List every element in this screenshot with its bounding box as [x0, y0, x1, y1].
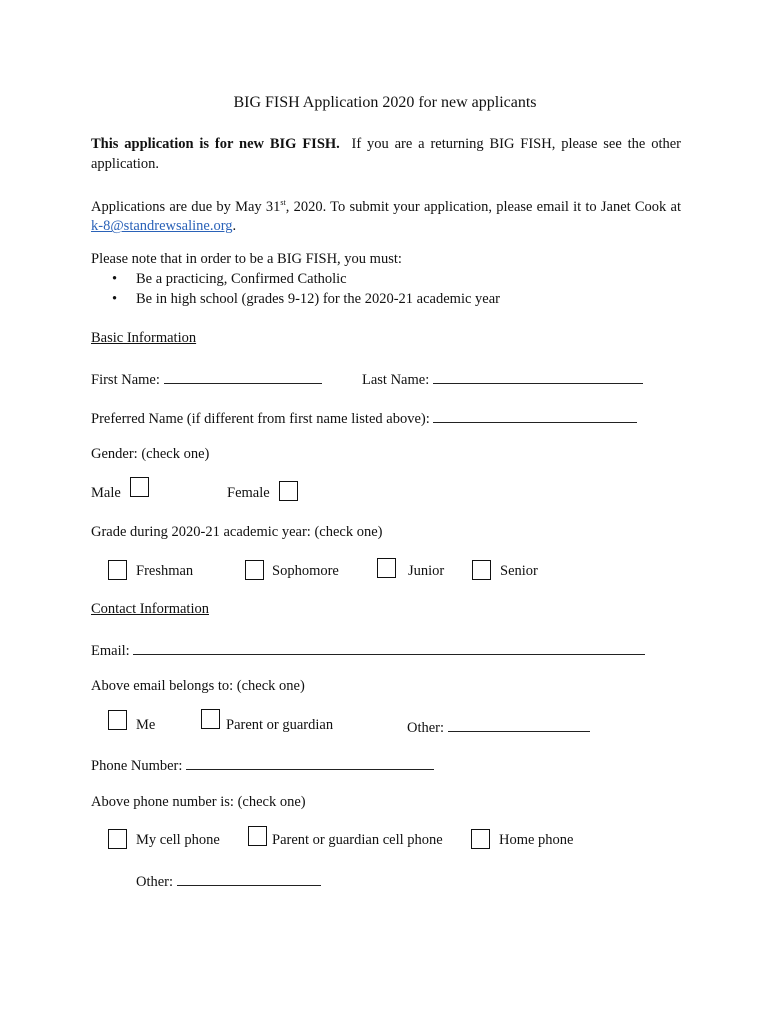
phone-home-label: Home phone	[499, 832, 574, 848]
preferred-name-field[interactable]	[433, 408, 637, 423]
phone-field[interactable]	[186, 755, 434, 770]
intro-bold: This application is for new BIG FISH.	[91, 136, 340, 152]
contact-info-heading: Contact Information	[91, 601, 209, 617]
grade-senior-checkbox[interactable]	[472, 560, 491, 580]
email-me-checkbox[interactable]	[108, 710, 127, 730]
last-name-field[interactable]	[433, 369, 643, 384]
due-paragraph	[91, 193, 681, 237]
first-name-label: First Name:	[91, 372, 160, 388]
last-name-row	[362, 369, 643, 389]
basic-info-heading: Basic Information	[91, 330, 197, 346]
gender-label: Gender: (check one)	[91, 446, 210, 462]
requirements-heading: Please note that in order to be a BIG FISH, you must:	[91, 251, 402, 267]
grade-label: Grade during 2020-21 academic year: (check one)	[91, 524, 383, 540]
bullet-icon: •	[112, 271, 118, 287]
grade-sophomore-label: Sophomore	[272, 563, 339, 579]
gender-female-label: Female	[227, 485, 270, 501]
grade-junior-label: Junior	[408, 563, 445, 579]
phone-home-checkbox[interactable]	[471, 829, 490, 849]
phone-label: Phone Number:	[91, 758, 183, 774]
email-field[interactable]	[133, 640, 645, 655]
first-name-field[interactable]	[164, 369, 322, 384]
gender-male-checkbox[interactable]	[130, 477, 149, 497]
preferred-name-row	[91, 408, 637, 428]
gender-female-checkbox[interactable]	[279, 481, 298, 501]
email-other-field[interactable]	[448, 717, 590, 732]
grade-senior-label: Senior	[500, 563, 538, 579]
email-belongs-label: Above email belongs to: (check one)	[91, 678, 305, 694]
email-parent-checkbox[interactable]	[201, 709, 220, 729]
phone-row	[91, 755, 434, 775]
due-text-end: .	[232, 218, 237, 235]
requirement-item: • Be in high school (grades 9-12) for the 2020-21 academic year	[112, 291, 500, 307]
due-text-start: Applications are due by May 31	[91, 198, 281, 215]
intro-rest: If you are a returning BIG FISH, please see the other application.	[91, 136, 682, 172]
email-me-label: Me	[136, 717, 156, 733]
preferred-name-label: Preferred Name (if different from first name listed above):	[91, 411, 430, 427]
form-title: BIG FISH Application 2020 for new applicants	[233, 94, 537, 111]
intro-paragraph	[91, 135, 681, 174]
requirement-item: • Be a practicing, Confirmed Catholic	[112, 271, 347, 287]
due-sup: st	[280, 198, 286, 207]
gender-male-label: Male	[91, 485, 121, 501]
phone-other-field[interactable]	[177, 871, 321, 886]
bullet-icon: •	[112, 291, 118, 307]
email-row	[91, 640, 645, 660]
phone-other-row	[136, 871, 321, 891]
email-other-row	[407, 717, 590, 737]
phone-parent-checkbox[interactable]	[248, 826, 267, 846]
grade-junior-checkbox[interactable]	[377, 558, 396, 578]
email-label: Email:	[91, 643, 130, 659]
email-link[interactable]: k-8@standrewsaline.org	[91, 218, 233, 235]
grade-freshman-checkbox[interactable]	[108, 560, 127, 580]
phone-parent-label: Parent or guardian cell phone	[272, 832, 443, 848]
due-text-mid: , 2020. To submit your application, please email it to Janet Cook at	[285, 198, 681, 215]
grade-sophomore-checkbox[interactable]	[245, 560, 264, 580]
email-other-label: Other:	[407, 720, 445, 736]
first-name-row	[91, 369, 322, 389]
phone-cell-label: My cell phone	[136, 832, 220, 848]
phone-other-label: Other:	[136, 874, 174, 890]
phone-cell-checkbox[interactable]	[108, 829, 127, 849]
email-parent-label: Parent or guardian	[226, 717, 334, 733]
last-name-label: Last Name:	[362, 372, 430, 388]
grade-freshman-label: Freshman	[136, 563, 194, 579]
phone-is-label: Above phone number is: (check one)	[91, 794, 306, 810]
